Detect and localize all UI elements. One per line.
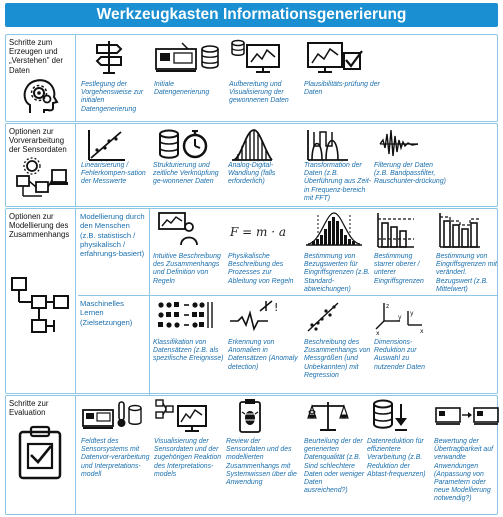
row-label-area — [6, 209, 76, 393]
variable-limit-bars-icon — [436, 211, 503, 249]
sub-divider — [78, 295, 497, 296]
cell-initiale — [154, 37, 226, 121]
svg-text:x: x — [376, 330, 380, 337]
cell-caption: Bewertung der Übertragbarkeit auf verwandte Anwendungen (Anpassung von Parametern oder neue Modellierung notwendig?) — [434, 438, 493, 503]
transform-icon — [304, 126, 374, 164]
signpost-icon — [81, 37, 151, 75]
cell-anomalien — [228, 299, 304, 393]
row-label: Schritte zur Evaluation — [9, 399, 49, 418]
cell-caption: Dimensions-Reduktion zur Auswahl zu nutzender Daten — [374, 339, 425, 371]
cell-caption: Review der Sensordaten und des modellierten Zusammenhangs mit Systemwissen über die Anwendung — [226, 438, 297, 487]
svg-text:!: ! — [274, 301, 279, 314]
signal-filter-icon — [374, 126, 444, 164]
cell-linearisierung — [81, 126, 153, 206]
cell-veraenderl-grenzen — [436, 211, 498, 293]
cell-visualisierung — [154, 398, 226, 514]
cell-caption: Klassifikation von Datensätzen (z.B. als spezifische Ereignisse) — [153, 339, 224, 363]
svg-text:y: y — [410, 310, 414, 317]
cell-caption: Intuitive Beschreibung des Zusammenhangs und Definition von Regeln — [153, 253, 221, 285]
cell-caption: Aufbereitung und Visualisierung der gewonnenen Daten — [229, 81, 289, 105]
database-reduce-icon — [367, 398, 437, 436]
cell-dimensions — [374, 299, 446, 393]
sampled-curve-icon — [228, 126, 298, 164]
formula-icon: F = m · a — [230, 225, 286, 239]
svg-text:x: x — [420, 328, 424, 335]
cell-caption: Analog-Digital-Wandlung (falls erforderlich) — [228, 162, 276, 186]
cell-caption: Transformation der Daten (z.B. Überführung aus Zeit- in Frequenz-bereich mit FFT) — [304, 162, 372, 202]
cell-caption: Visualisierung der Sensordaten und der zugehörigen Reaktion des Interpretations-models — [154, 438, 222, 478]
svg-text:z: z — [386, 303, 390, 310]
cell-caption: Linearisierung / Fehlerkompen-sation der Messwerte — [81, 162, 146, 186]
row-label: Schritte zum Erzeugen und „Verstehen" der Daten — [9, 38, 63, 75]
sub-label-ml: Maschinelles Lernen (Zielsetzungen) — [80, 299, 133, 327]
bug-review-icon — [226, 398, 296, 436]
row-preprocessing — [5, 123, 498, 207]
axes-reduction-icon — [374, 299, 444, 337]
sub-label-human: Modellierung durch den Menschen (z.B. statistisch / physikalisch / erfahrungs-basiert) — [80, 212, 145, 259]
cell-caption: Feldtest des Sensorsystems mit Datenvor-verarbeitung und Interpretations-modell — [81, 438, 150, 478]
cell-regression — [304, 299, 376, 393]
cell-aufbereitung — [229, 37, 304, 121]
row-label: Optionen zur Vorverarbeitung der Sensordaten — [9, 127, 67, 155]
cell-ad-wandlung — [228, 126, 300, 206]
cell-caption: Erkennung von Anomalien in Datensätzen (Anomaly detection) — [228, 339, 298, 371]
network-monitor-icon — [154, 398, 224, 436]
page-title: Werkzeugkasten Informationsgenerierung — [5, 3, 498, 27]
row-label: Optionen zur Modellierung des Zusammenhangs — [9, 212, 70, 240]
machine-transfer-icon — [434, 398, 503, 436]
cell-festlegung — [81, 37, 151, 121]
machine-thermometer-icon — [81, 398, 151, 436]
sensor-network-icon — [14, 156, 70, 200]
sub-divider-vertical — [149, 209, 150, 395]
cell-caption: Datenreduktion für effizientere Verarbeitung (z.B. Reduktion der Abtast-frequenzen) — [367, 438, 426, 478]
flowchart-icon — [10, 274, 70, 336]
cell-caption: Initiale Datengenerierung — [154, 81, 210, 97]
scale-database-icon — [304, 398, 374, 436]
row-label-area — [6, 396, 76, 514]
cell-feldtest — [81, 398, 153, 514]
classification-icon — [153, 299, 223, 337]
head-gears-icon — [20, 75, 62, 117]
cell-plausibilitaet — [304, 37, 384, 121]
cell-filterung — [374, 126, 450, 206]
row-modeling — [5, 208, 498, 394]
svg-text:y: y — [398, 314, 402, 321]
regression-icon — [304, 299, 374, 337]
cell-datenqualitaet — [304, 398, 366, 514]
cell-strukturierung — [153, 126, 225, 206]
cell-caption: Physikalische Beschreibung des Prozesses zur Ableitung von Regeln — [228, 253, 294, 285]
cell-caption: Plausibilitäts-prüfung der Daten — [304, 81, 380, 97]
cell-review — [226, 398, 302, 514]
row-evaluation — [5, 395, 498, 515]
cell-starre-grenzen — [374, 211, 434, 293]
machine-database-icon — [154, 37, 224, 75]
row-data-generation — [5, 34, 498, 122]
fixed-limit-bars-icon — [374, 211, 444, 249]
cell-klassifikation — [153, 299, 229, 393]
database-monitor-icon — [229, 37, 299, 75]
cell-uebertragbarkeit — [434, 398, 498, 514]
cell-caption: Bestimmung von Eingriffsgrenzen mit veränderl. Bezugswert (z.B. Mittelwert) — [436, 253, 497, 293]
linear-plot-icon — [81, 126, 151, 164]
cell-transformation — [304, 126, 376, 206]
cell-caption: Bestimmung von Bezugswerten für Eingriffsgrenzen (z.B. Standard-abweichungen) — [304, 253, 370, 293]
cell-datenreduktion — [367, 398, 433, 514]
cell-caption: Strukturierung und zeitliche Verknüpfung ge-wonnener Daten — [153, 162, 219, 186]
row-label-area — [6, 35, 76, 121]
row-label-area — [6, 124, 76, 206]
cell-bezugswerte — [304, 211, 376, 293]
cell-caption: Beschreibung des Zusammenhangs von Messgrößen (und Unbekannten) mit Regression — [304, 339, 371, 379]
cell-caption: Beurteilung der der generierten Datenqualität (z.B. Sind schlechtere Daten oder weniger Daten ausreichend?) — [304, 438, 365, 495]
histogram-icon — [304, 211, 374, 249]
person-chart-icon — [153, 211, 223, 249]
cell-physikalisch — [228, 211, 302, 293]
monitor-check-icon — [304, 37, 374, 75]
anomaly-icon — [228, 299, 298, 337]
cell-caption: Filterung der Daten (z.B. Bandpassfilter, Rauschunter-drückung) — [374, 162, 446, 186]
clipboard-check-icon — [16, 424, 64, 480]
cell-intuitive — [153, 211, 225, 293]
cell-caption: Festlegung der Vorgehensweise zur initialen Datengenerierung — [81, 81, 144, 113]
database-stopwatch-icon — [153, 126, 223, 164]
cell-caption: Bestimmung starrer oberer / unterer Eingriffsgrenzen — [374, 253, 424, 285]
